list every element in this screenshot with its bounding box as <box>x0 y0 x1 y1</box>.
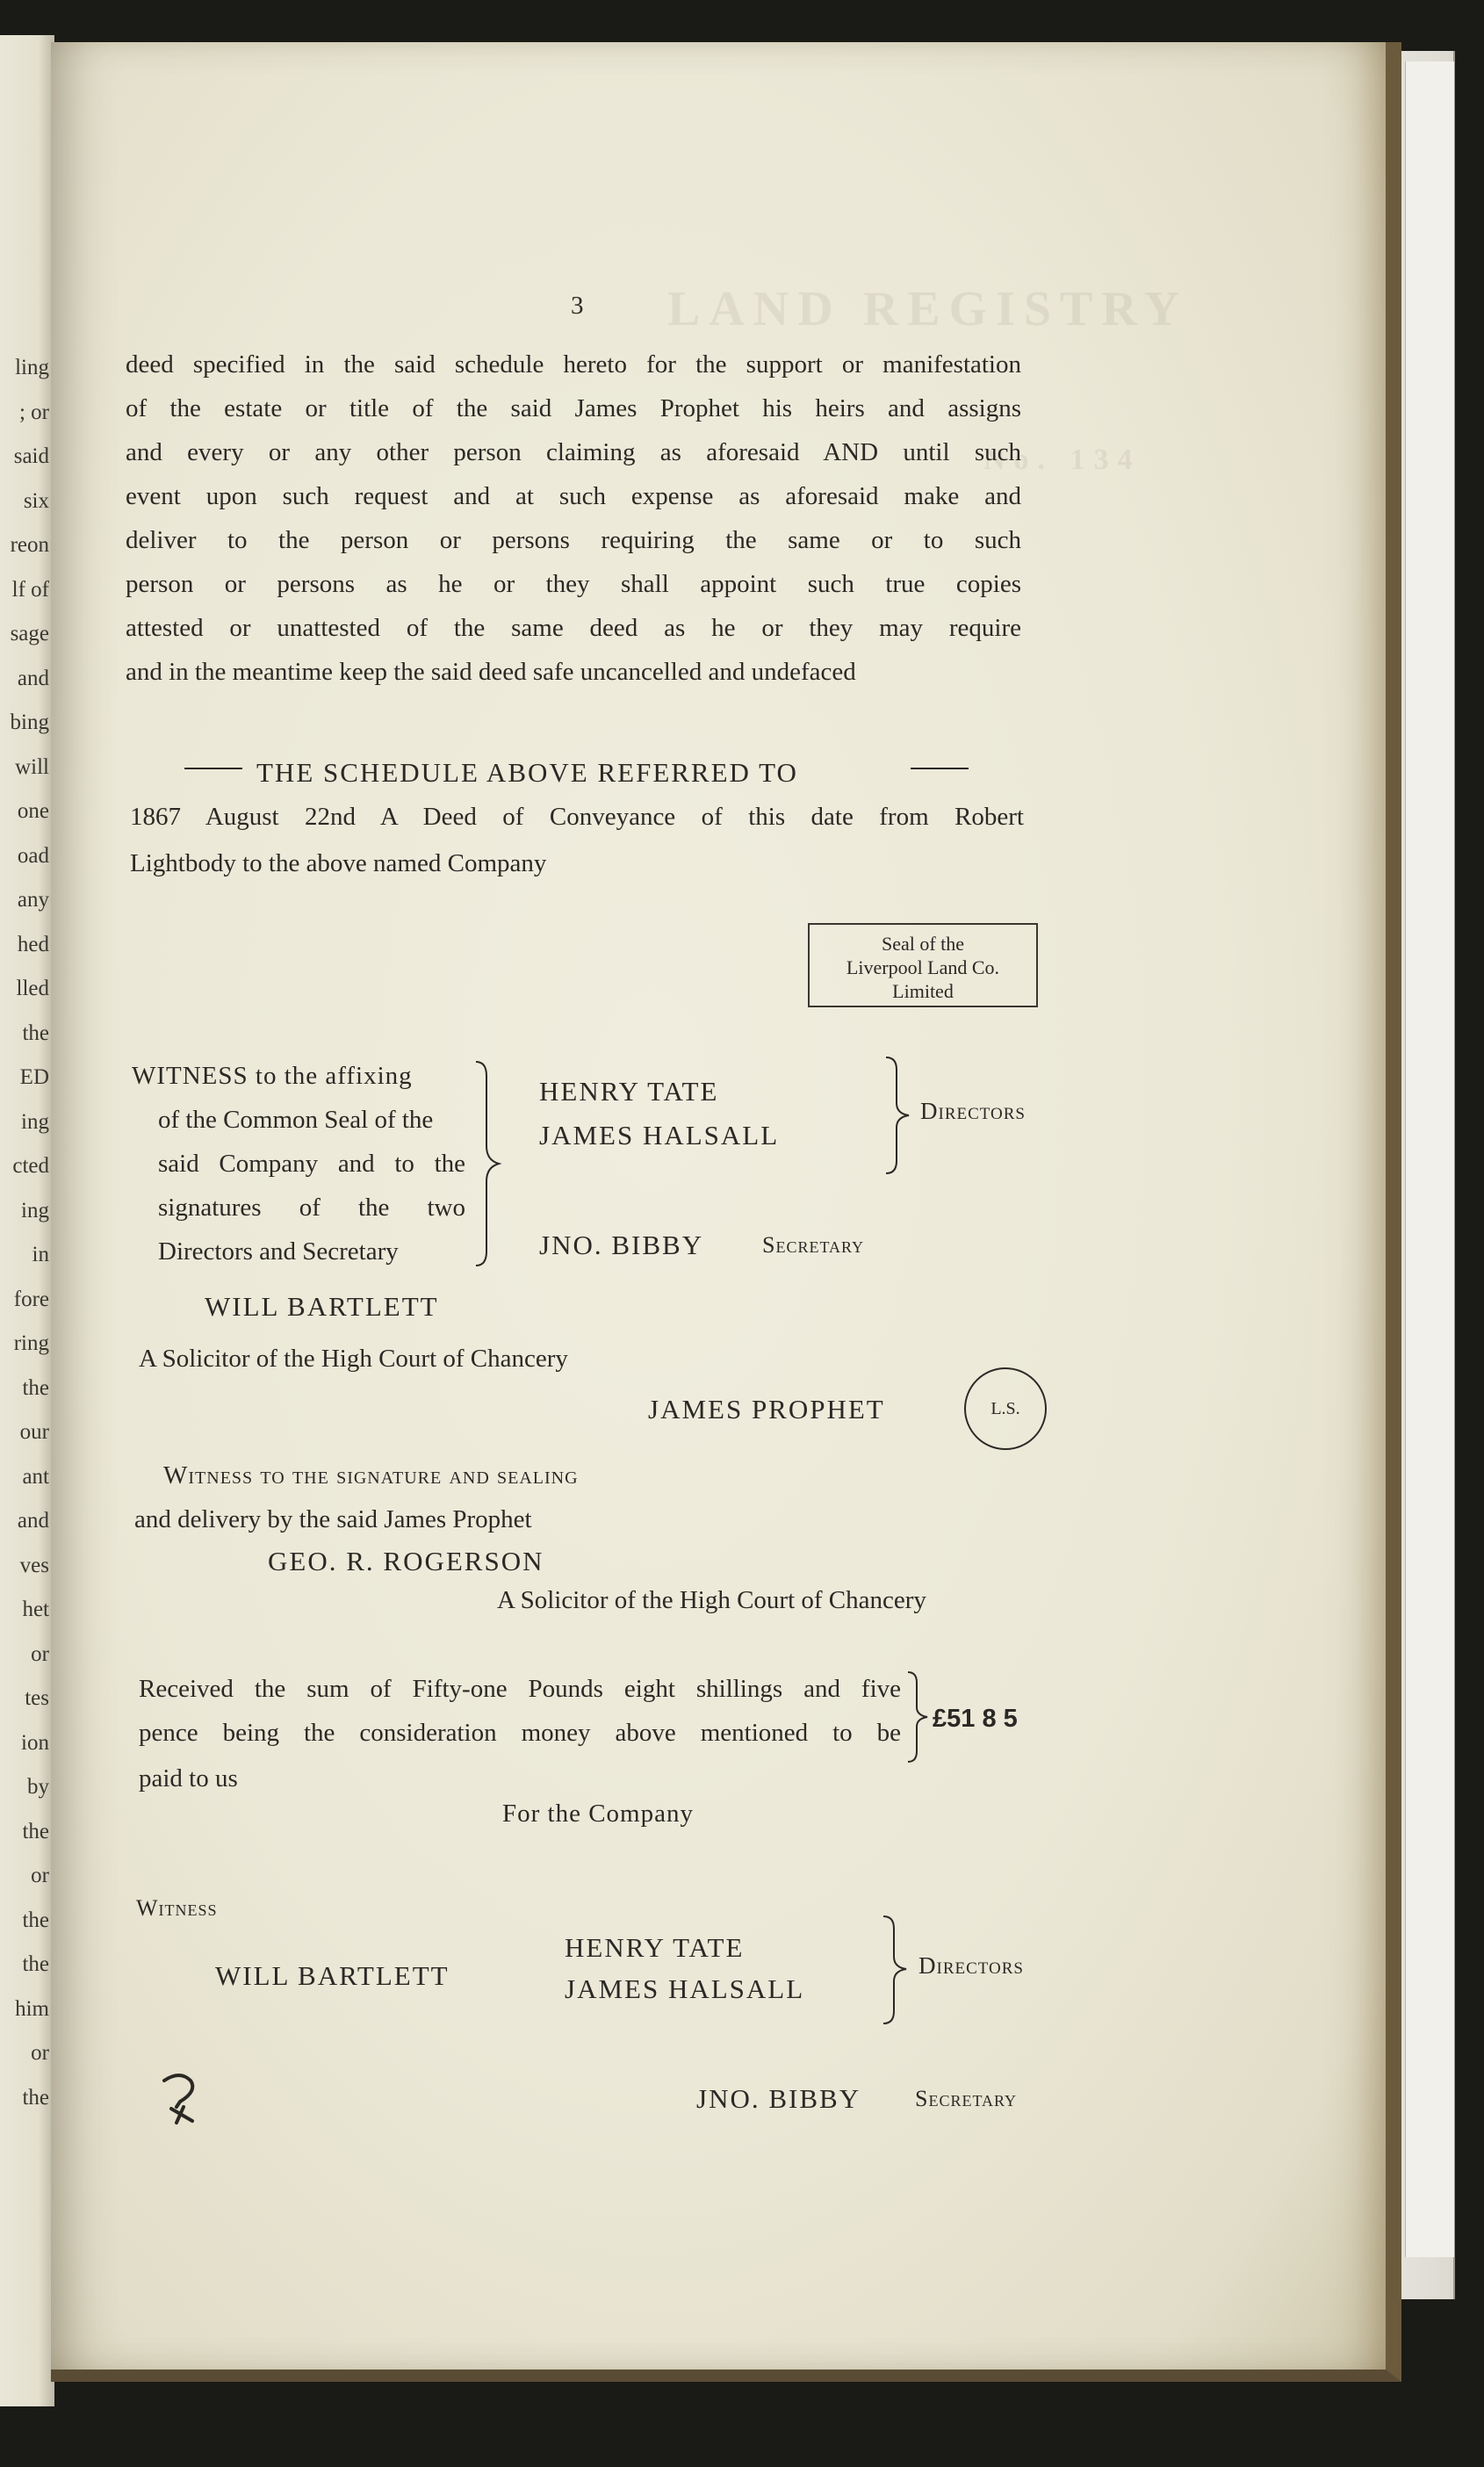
seal-line: Limited <box>892 980 954 1002</box>
final-secretary-name: JNO. BIBBY <box>696 2083 861 2114</box>
left-page-fragment: fore <box>13 1287 49 1311</box>
grantor-name: JAMES PROPHET <box>648 1394 885 1425</box>
director-name: JAMES HALSALL <box>539 1120 780 1151</box>
final-secretary-label: Secretary <box>915 2086 1018 2111</box>
pencil-mark-icon <box>154 2068 206 2130</box>
final-director-name: HENRY TATE <box>565 1932 745 1963</box>
left-page-fragment: or <box>31 2041 49 2065</box>
secretary-name: JNO. BIBBY <box>539 1230 704 1260</box>
left-page-fragment: reon <box>10 533 49 557</box>
left-page-fragment: and <box>17 666 49 690</box>
left-page-fragment: bing <box>10 711 49 734</box>
final-witness-label: Witness <box>136 1895 218 1921</box>
left-page-fragment: ED <box>19 1065 49 1089</box>
left-page-fragment: any <box>17 888 49 912</box>
right-brace-icon <box>904 1669 936 1765</box>
witness-name: WILL BARTLETT <box>205 1291 439 1322</box>
heading-rule-right <box>909 764 970 773</box>
receipt-line-3: paid to us <box>139 1764 238 1793</box>
left-page-fragment: sage <box>10 622 49 646</box>
director-name: HENRY TATE <box>539 1076 719 1107</box>
left-page-fragment: will <box>15 754 49 779</box>
prophet-witness-line-1: Witness to the signature and sealing <box>163 1461 579 1490</box>
witness-line: Directors and Secretary <box>158 1237 399 1266</box>
page-number: 3 <box>571 292 584 320</box>
schedule-line-2: Lightbody to the above named Company <box>130 849 547 877</box>
left-page-fragment: or <box>31 1641 49 1666</box>
right-brace-icon <box>882 1054 918 1177</box>
witness-line: said Company and to the <box>158 1150 465 1178</box>
left-page-fragment: the <box>22 1952 49 1976</box>
ls-seal <box>964 1367 1047 1450</box>
left-page-fragment: het <box>22 1598 49 1621</box>
for-the-company: For the Company <box>502 1800 694 1828</box>
ghost-heading: LAND REGISTRY <box>667 282 1189 336</box>
receipt-line-1: Received the sum of Fifty-one Pounds eight shillings and five <box>139 1675 901 1703</box>
body-line: deed specified in the said schedule hereto for the support or manifestation <box>126 350 1021 379</box>
prophet-witness-line-2: and delivery by the said James Prophet <box>134 1505 532 1533</box>
left-page-fragment: tes <box>25 1686 49 1710</box>
final-director-name: JAMES HALSALL <box>565 1973 805 2004</box>
left-page-fragment: one <box>17 799 49 823</box>
left-page-fragment: oad <box>17 843 49 868</box>
left-page-fragment: the <box>22 1819 49 1843</box>
left-page-fragment: said <box>13 444 49 468</box>
directors-label: Directors <box>920 1098 1027 1124</box>
left-page-fragment: the <box>22 1375 49 1400</box>
witness-line: of the Common Seal of the <box>158 1106 434 1134</box>
left-page-fragment: lled <box>16 977 49 1000</box>
ghost-number: No. 134 <box>983 444 1142 476</box>
left-page-fragment: ; or <box>18 400 49 424</box>
left-page-edge <box>0 35 54 2406</box>
left-page-fragment: by <box>27 1775 49 1799</box>
schedule-heading: THE SCHEDULE ABOVE REFERRED TO <box>256 757 798 788</box>
left-page-fragment: ing <box>21 1198 49 1223</box>
left-page-fragment: and <box>17 1509 49 1533</box>
right-brace-icon <box>472 1058 508 1269</box>
left-page-fragment: the <box>22 1021 49 1045</box>
final-directors-label: Directors <box>918 1952 1025 1979</box>
secretary-label: Secretary <box>762 1232 865 1258</box>
body-line: event upon such request and at such expense as aforesaid make and <box>126 482 1021 510</box>
left-page-fragment: lf of <box>11 577 49 602</box>
back-sheet-edge <box>1405 61 1454 2257</box>
ls-seal-label: L.S. <box>991 1398 1020 1418</box>
body-line: attested or unattested of the same deed as he or they may require <box>126 614 1021 642</box>
body-line: deliver to the person or persons requiring the same or to such <box>126 526 1021 554</box>
left-page-fragment: hed <box>17 932 49 956</box>
receipt-amount: £51 8 5 <box>933 1705 1018 1733</box>
receipt-line-2: pence being the consideration money above mentioned to be <box>139 1719 901 1747</box>
left-page-fragment: ion <box>21 1730 49 1755</box>
left-page-fragment: ling <box>15 356 49 379</box>
left-page-fragment: him <box>15 1996 49 2021</box>
schedule-line-1: 1867 August 22nd A Deed of Conveyance of this date from Robert <box>130 803 1024 831</box>
right-brace-icon <box>880 1913 915 2027</box>
body-line: of the estate or title of the said James Prophet his heirs and assigns <box>126 394 1021 422</box>
left-page-fragment: ves <box>19 1553 49 1577</box>
heading-rule-left <box>184 764 246 773</box>
witness-title: A Solicitor of the High Court of Chancery <box>139 1345 568 1373</box>
prophet-witness-title: A Solicitor of the High Court of Chancery <box>497 1586 926 1614</box>
left-page-fragment: ant <box>22 1464 49 1489</box>
body-line: and every or any other person claiming as aforesaid AND until such <box>126 438 1021 466</box>
left-page-fragment: the <box>22 1908 49 1932</box>
final-witness-name: WILL BARTLETT <box>215 1960 450 1991</box>
witness-line: signatures of the two <box>158 1194 465 1222</box>
prophet-witness-name: GEO. R. ROGERSON <box>268 1546 544 1576</box>
seal-line: Seal of the <box>881 933 965 955</box>
left-page-fragment: ring <box>13 1331 49 1355</box>
left-page-fragment: six <box>23 488 49 513</box>
left-page-fragment: ing <box>21 1109 49 1134</box>
witness-line: WITNESS to the affixing <box>132 1062 413 1090</box>
body-line: person or persons as he or they shall appoint such true copies <box>126 570 1021 598</box>
left-page-fragment: our <box>19 1420 49 1444</box>
company-seal <box>808 923 1038 1007</box>
left-page-fragment: or <box>31 1864 49 1887</box>
seal-line: Liverpool Land Co. <box>846 956 1000 978</box>
left-page-fragment: cted <box>12 1154 49 1178</box>
body-line: and in the meantime keep the said deed safe uncancelled and undefaced <box>126 658 856 686</box>
left-page-fragment: the <box>22 2085 49 2110</box>
left-page-fragment: in <box>32 1243 49 1266</box>
